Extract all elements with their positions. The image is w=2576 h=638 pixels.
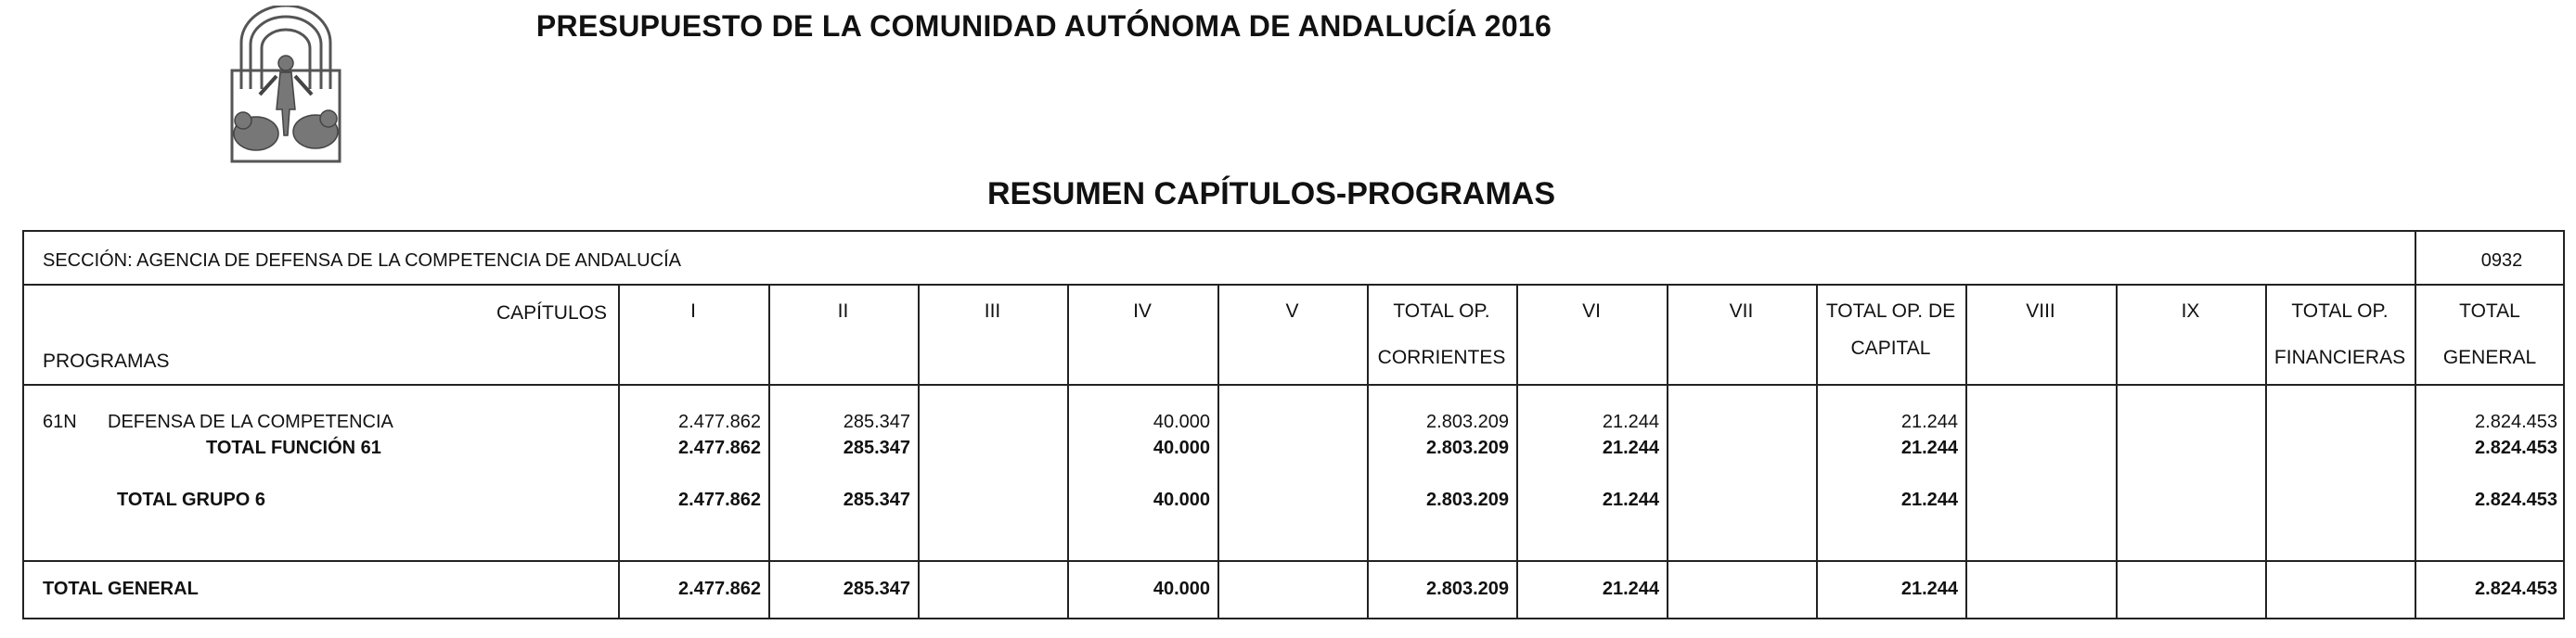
col-header-vi: VI [1582,300,1601,322]
cell-total-corrientes: 2.803.209 [1426,579,1509,599]
cell-iv: 40.000 [1153,490,1210,510]
col-header-total-general-2: GENERAL [2442,347,2537,368]
grupo-total-label: TOTAL GRUPO 6 [117,490,266,510]
col-header-total-capital-1: TOTAL OP. DE [1825,300,1956,322]
cell-i: 2.477.862 [678,490,761,510]
col-header-i: I [690,300,696,322]
cell-total-capital: 21.244 [1900,438,1958,458]
col-header-total-capital-2: CAPITAL [1850,338,1931,359]
col-header-total-corrientes-1: TOTAL OP. [1393,300,1490,322]
cell-vi: 21.244 [1602,490,1659,510]
page-title: PRESUPUESTO DE LA COMUNIDAD AUTÓNOMA DE ANDALUCÍA 2016 [535,9,1552,43]
col-divider [1217,284,1219,618]
col-header-iv: IV [1133,300,1152,322]
cell-ii: 285.347 [843,438,910,458]
cell-vi: 21.244 [1602,412,1659,432]
cell-iv: 40.000 [1153,438,1210,458]
col-divider [2116,284,2118,618]
cell-total-corrientes: 2.803.209 [1426,438,1509,458]
cell-total-corrientes: 2.803.209 [1426,490,1509,510]
section-label: SECCIÓN: AGENCIA DE DEFENSA DE LA COMPETENCIA DE ANDALUCÍA [43,250,681,271]
cell-total-corrientes: 2.803.209 [1426,412,1509,432]
col-header-ix: IX [2181,300,2200,322]
page-subtitle: RESUMEN CAPÍTULOS-PROGRAMAS [986,176,1556,211]
section-divider [24,284,2563,286]
section-code: 0932 [2480,250,2523,271]
col-header-vii: VII [1729,300,1754,322]
budget-table [22,230,2565,619]
cell-iv: 40.000 [1153,579,1210,599]
cell-total-capital: 21.244 [1900,579,1958,599]
col-divider [918,284,920,618]
cell-i: 2.477.862 [678,412,761,432]
program-label: DEFENSA DE LA COMPETENCIA [108,412,393,432]
col-divider [2265,284,2267,618]
cell-total-capital: 21.244 [1900,412,1958,432]
cell-total-capital: 21.244 [1900,490,1958,510]
cell-ii: 285.347 [843,579,910,599]
col-header-v: V [1285,300,1299,322]
general-total-label: TOTAL GENERAL [43,579,199,599]
cell-total-general: 2.824.453 [2475,412,2557,432]
cell-iv: 40.000 [1153,412,1210,432]
col-header-total-financieras-1: TOTAL OP. [2291,300,2389,322]
capitulos-header: CAPÍTULOS [496,302,607,324]
col-header-ii: II [837,300,849,322]
col-divider [1667,284,1668,618]
cell-i: 2.477.862 [678,438,761,458]
cell-total-general: 2.824.453 [2475,579,2557,599]
col-header-total-general-1: TOTAL [2459,300,2520,322]
header-divider [24,384,2563,386]
col-divider [1965,284,1967,618]
col-header-total-financieras-2: FINANCIERAS [2273,347,2406,368]
total-divider [24,560,2563,562]
cell-total-general: 2.824.453 [2475,438,2557,458]
cell-vi: 21.244 [1602,438,1659,458]
funcion-total-label: TOTAL FUNCIÓN 61 [206,438,381,458]
cell-vi: 21.244 [1602,579,1659,599]
program-code: 61N [43,412,77,432]
cell-total-general: 2.824.453 [2475,490,2557,510]
programas-header: PROGRAMAS [43,351,170,372]
col-header-iii: III [984,300,1001,322]
col-header-total-corrientes-2: CORRIENTES [1377,347,1506,368]
col-header-viii: VIII [2026,300,2055,322]
cell-i: 2.477.862 [678,579,761,599]
cell-ii: 285.347 [843,490,910,510]
cell-ii: 285.347 [843,412,910,432]
section-code-divider [2415,232,2416,284]
